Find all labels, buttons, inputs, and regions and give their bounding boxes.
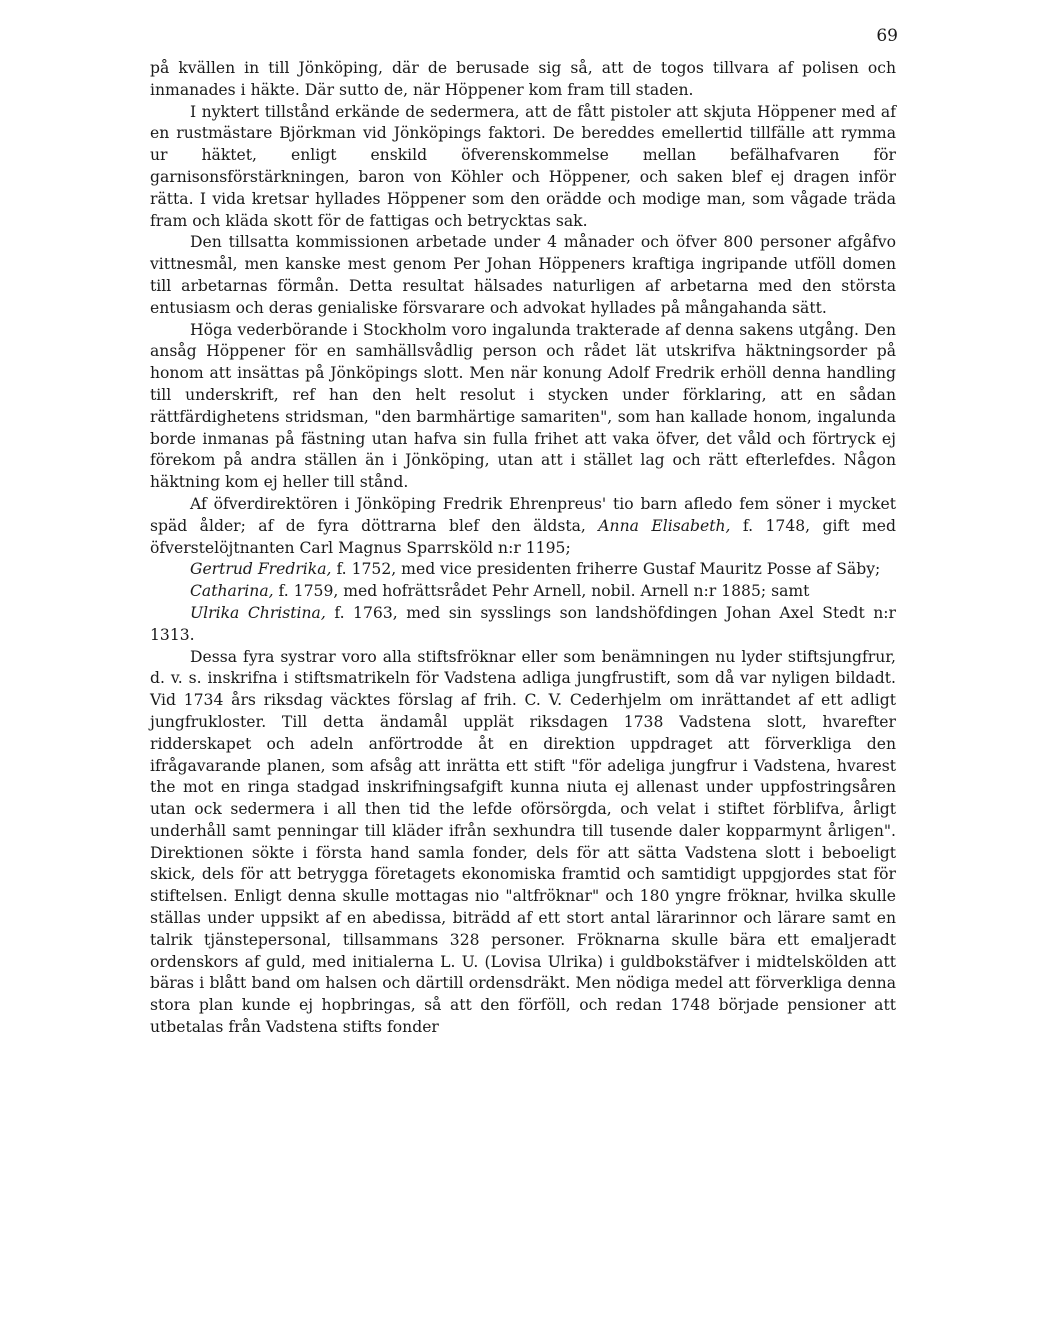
daughter-name: Catharina, — [190, 582, 274, 601]
daughter-details: f. 1748, gift med öfverstelöjtnanten Carl Magnus Sparrsköld n:r 1195; — [150, 516, 896, 557]
page-number: 69 — [876, 26, 898, 46]
daughter-details: f. 1759, med hofrättsrådet Pehr Arnell, nobil. Arnell n:r 1885; samt — [278, 582, 810, 601]
paragraph: på kvällen in till Jönköping, där de berusade sig så, att de togos tillvara af polisen och inmanades i häkte. Där sutto de, när Höppener kom fram till staden. — [150, 59, 896, 99]
daughter-name: Gertrud Fredrika, — [190, 560, 332, 579]
paragraph: Den tillsatta kommissionen arbetade under 4 månader och öfver 800 personer afgåfvo vittnesmål, men kanske mest genom Per Johan Höppeners kraftiga ingripande utföll domen till arbetarnas förmån. Detta resultat hälsades naturligen af arbetarna med den största entusiasm och deras genialiske försvarare och advokat hyllades på mångahanda sätt. — [150, 233, 896, 317]
paragraph: I nyktert tillstånd erkände de sedermera, att de fått pistoler att skjuta Höppener med af en rustmästare Björkman vid Jönköpings faktori. De bereddes emellertid tillfälle att rymma ur häktet, enligt enskild öfverenskommelse mellan befälhafvaren för garnisonsförstärkningen, baron von Köhler och Höppener, och saken blef ej dragen inför rätta. I vida kretsar hyllades Höppener som den orädde och modige man, som vågade träda fram och kläda skott för de fattigas och betrycktas sak. — [150, 102, 896, 230]
daughters-intro: Af öfverdirektören i Jönköping Fredrik Ehrenpreus' tio barn afledo fem söner i mycket späd ålder; af de fyra döttrarna blef den äldsta, — [150, 494, 896, 535]
daughter-name: Anna Elisabeth, — [598, 516, 731, 535]
daughter-details: f. 1752, med vice presidenten friherre Gustaf Mauritz Posse af Säby; — [336, 560, 881, 579]
daughter-details: f. 1763, med sin sysslings son landshöfdingen Johan Axel Stedt n:r 1313. — [150, 603, 896, 644]
paragraph: Höga vederbörande i Stockholm voro ingalunda trakterade af denna sakens utgång. Den ansåg Höppener för en samhällsvådlig person och rådet lät utskrifva häktningsorder på honom att insättas på Jönköpings slott. Men när konung Adolf Fredrik erhöll denna handling till underskrift, ref han den helt resolut i stycken under förklaring, att en sådan rättfärdighetens stridsman, "den barmhärtige samariten", som han kallade honom, ingalunda borde inmanas på fästning utan hafva sin fulla frihet att vaka öfver, det våld och förtryck ej förekom på andra ställen än i Jönköping, utan att i stället lag och rätt efterlefdes. Någon häktning kom ej heller till stånd. — [150, 320, 896, 492]
daughter-name: Ulrika Christina, — [190, 603, 326, 622]
paragraph: Dessa fyra systrar voro alla stiftsfröknar eller som benämningen nu lyder stiftsjungfrur, d. v. s. inskrifna i stiftsmatrikeln för Vadstena adliga jungfrustift, som då var nyligen bildadt. Vid 1734 års riksdag väcktes förslag af frih. C. V. Cederhjelm om inrättandet af ett adligt jungfrukloster. Till detta ändamål upplät riksdagen 1738 Vadstena slott, hvarefter ridderskapet och adeln anförtrodde åt en direktion uppdraget att förverkliga den ifrågavarande planen, som afsåg att inrätta ett stift "för adeliga jungfrur i Vadstena, hvarest the mot en ringa stadgad inskrifningsafgift kunna niuta ej allenast under uppfostringsåren utan ock sedermera i all then tid the lefde oförsörgda, och velat i stiftet förblifva, årligt underhåll samt penningar till kläder ifrån sexhundra till tusende daler kopparmynt årligen". Direktionen sökte i första hand samla fonder, dels för att sätta Vadstena slott i beboeligt skick, dels för att betrygga företagets ekonomiska framtid och samtidigt uppgjordes stat för stiftelsen. Enligt denna skulle mottagas nio "altfröknar" och 180 yngre fröknar, hvilka skulle ställas under uppsikt af en abedissa, biträdd af ett stort antal lärarinnor och lärare samt en talrik tjänstepersonal, tillsammans 328 personer. Fröknarna skulle bära ett emaljeradt ordenskors af guld, med initialerna L. U. (Lovisa Ulrika) i guldbokstäfver i midtelskölden att bäras i blått band om halsen och därtill ordensdräkt. Men nödiga medel att förverkliga denna stora plan kunde ej hopbringas, så att den förföll, och redan 1748 började pensioner att utbetalas från Vadstena stifts fonder — [150, 647, 896, 1037]
daughters-paragraph — [150, 494, 896, 559]
body-text — [150, 58, 896, 1039]
daughter-entry — [150, 603, 896, 647]
daughter-entry — [150, 581, 896, 603]
daughter-entry — [150, 559, 896, 581]
